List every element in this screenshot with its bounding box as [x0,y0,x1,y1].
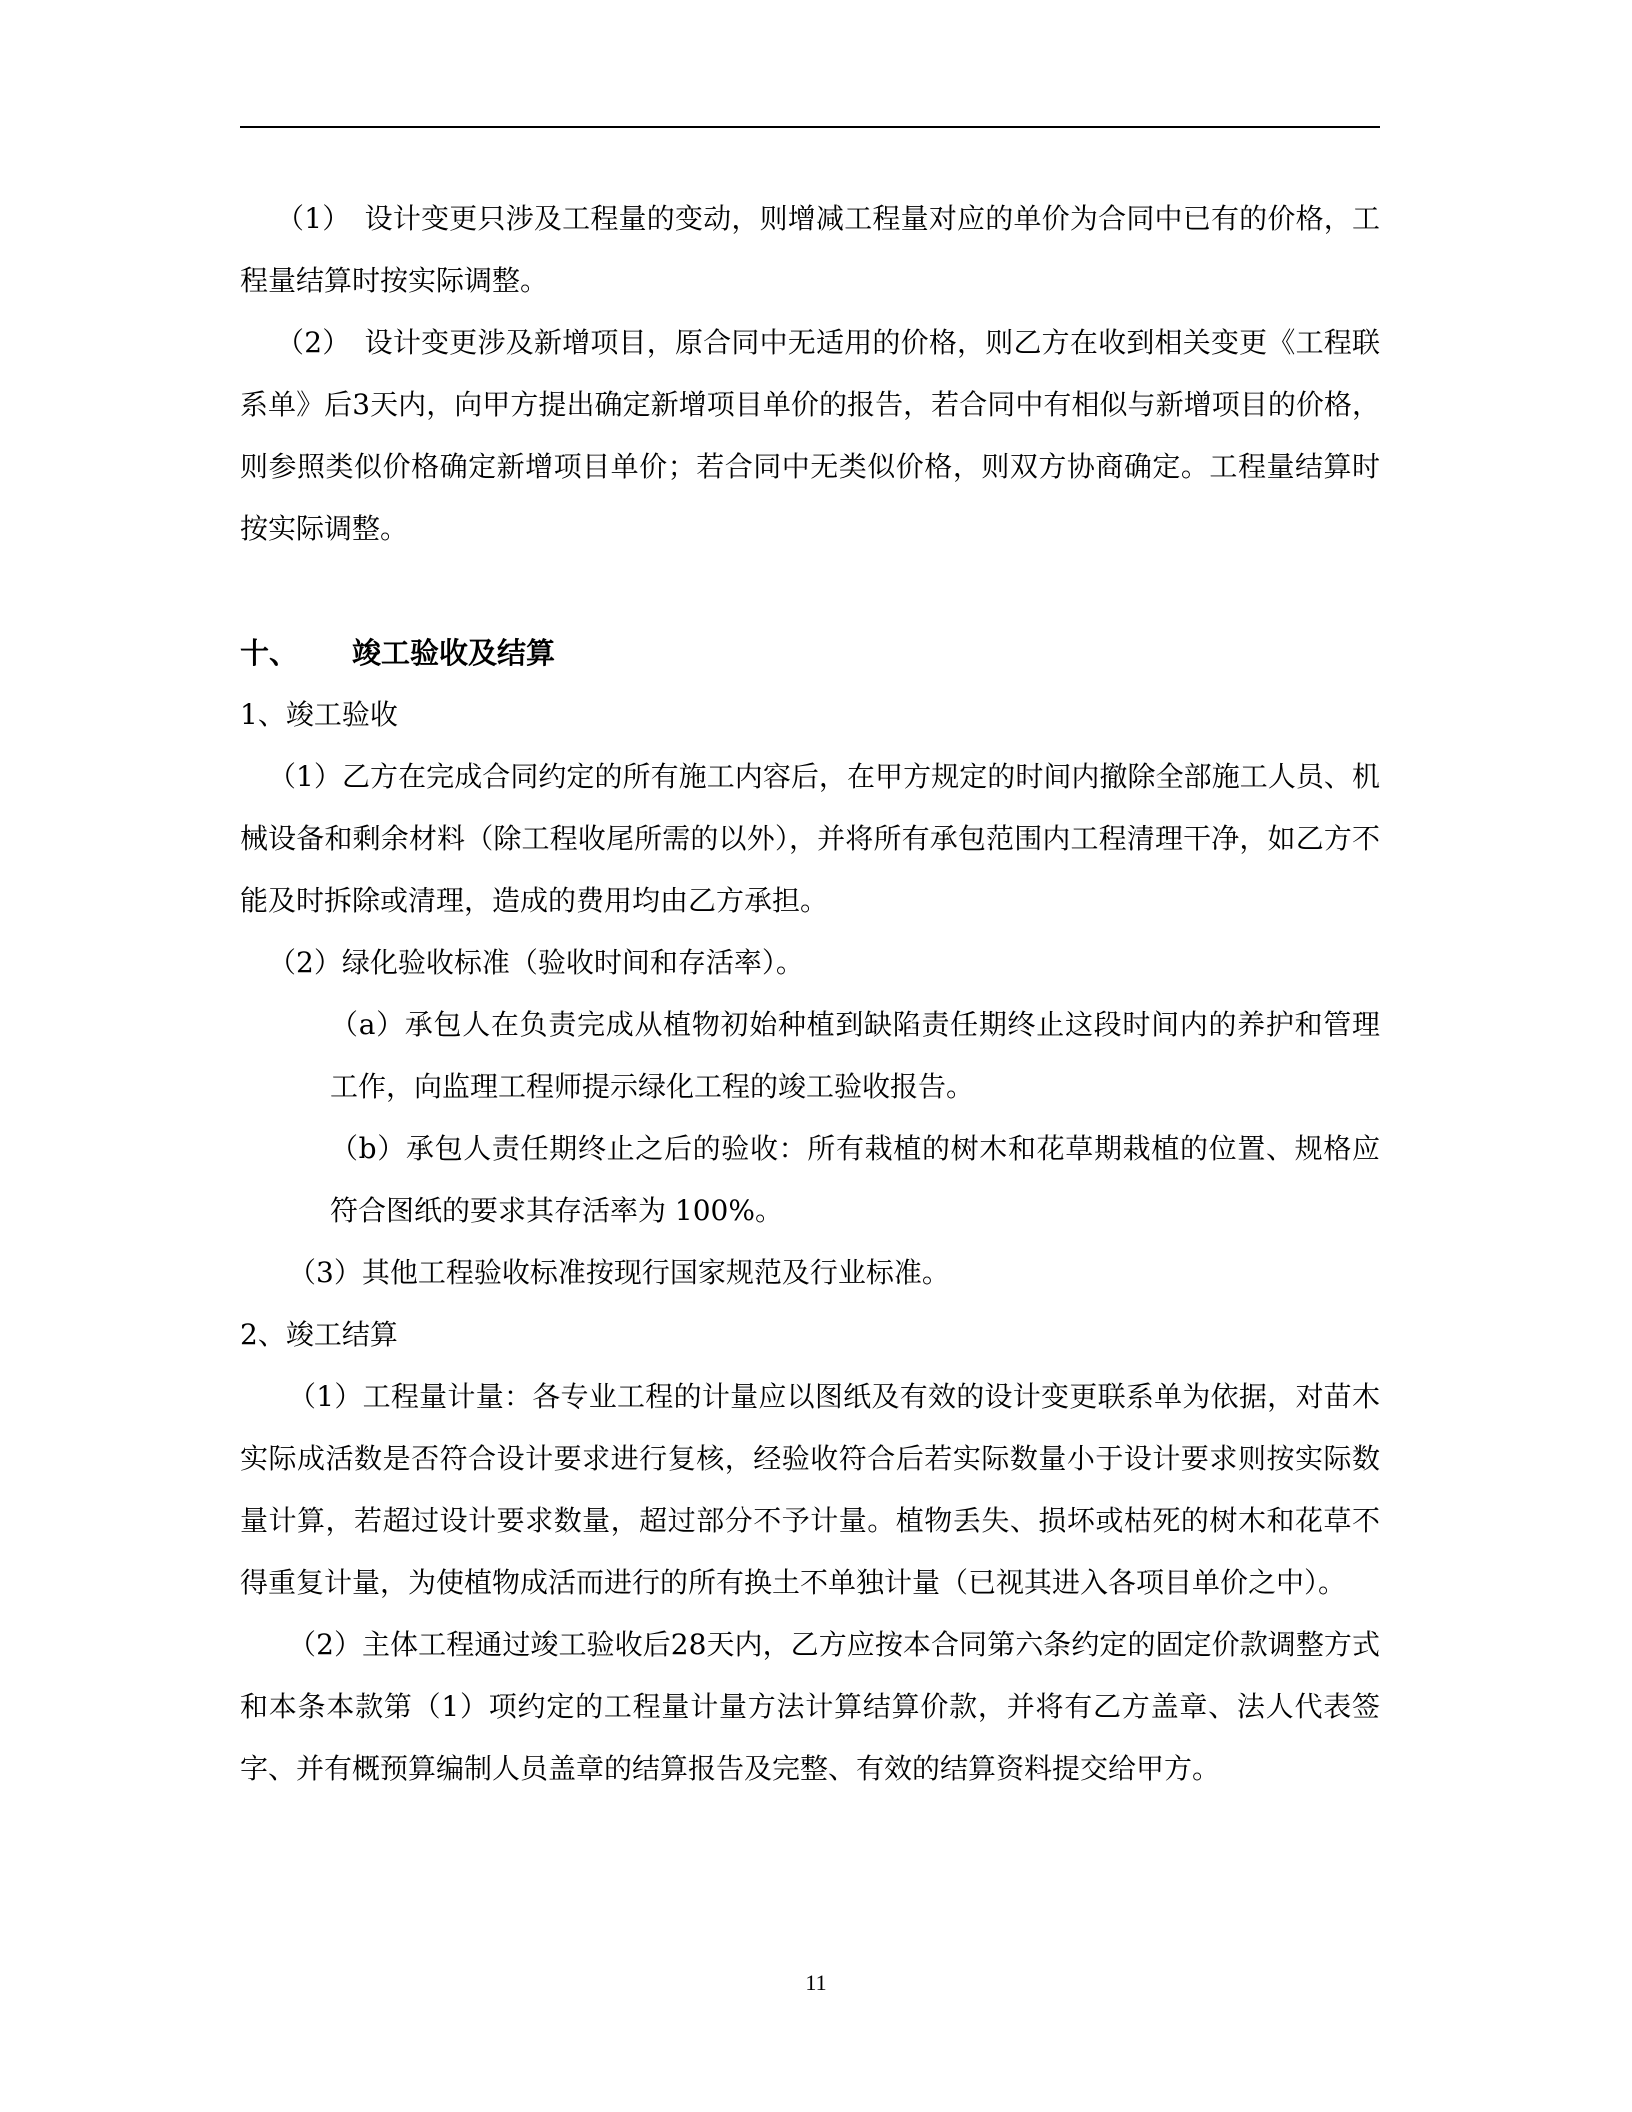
settlement-label: 2、竣工结算 [240,1318,398,1351]
acceptance-item-1: （1）乙方在完成合同约定的所有施工内容后，在甲方规定的时间内撤除全部施工人员、机械设备和剩余材料（除工程收尾所需的以外），并将所有承包范围内工程清理干净，如乙方不能及时拆除或清理，造成的费用均由乙方承担。 [240,760,1380,917]
acceptance-item-2b: （b）承包人责任期终止之后的验收：所有栽植的树木和花草期栽植的位置、规格应符合图纸的要求其存活率为 100%。 [330,1132,1380,1227]
section-heading [240,622,1380,684]
acceptance-label: 1、竣工验收 [240,698,398,731]
document-body [240,188,1380,1800]
header-rule [240,126,1380,128]
settlement-item-1: （1）工程量计量：各专业工程的计量应以图纸及有效的设计变更联系单为依据，对苗木实际成活数是否符合设计要求进行复核，经验收符合后若实际数量小于设计要求则按实际数量计算，若超过设计要求数量，超过部分不予计量。植物丢失、损坏或枯死的树木和花草不得重复计量，为使植物成活而进行的所有换土不单独计量（已视其进入各项目单价之中）。 [240,1380,1380,1599]
paragraph-change-2: （2） 设计变更涉及新增项目，原合同中无适用的价格，则乙方在收到相关变更《工程联系单》后3天内，向甲方提出确定新增项目单价的报告，若合同中有相似与新增项目的价格，则参照类似价格确定新增项目单价；若合同中无类似价格，则双方协商确定。工程量结算时按实际调整。 [240,326,1380,545]
section-title: 竣工验收及结算 [352,636,556,670]
acceptance-item-3: （3）其他工程验收标准按现行国家规范及行业标准。 [288,1256,950,1289]
acceptance-item-2a: （a）承包人在负责完成从植物初始种植到缺陷责任期终止这段时间内的养护和管理工作，向监理工程师提示绿化工程的竣工验收报告。 [330,1008,1380,1103]
paragraph-change-1: （1） 设计变更只涉及工程量的变动，则增减工程量对应的单价为合同中已有的价格，工程量结算时按实际调整。 [240,202,1380,297]
page-number: 11 [805,1970,827,1995]
settlement-item-2: （2）主体工程通过竣工验收后28天内，乙方应按本合同第六条约定的固定价款调整方式和本条本款第（1）项约定的工程量计量方法计算结算价款，并将有乙方盖章、法人代表签字、并有概预算编制人员盖章的结算报告及完整、有效的结算资料提交给甲方。 [240,1628,1380,1785]
acceptance-item-2: （2）绿化验收标准（验收时间和存活率）。 [268,946,804,979]
section-number: 十、 [240,636,299,670]
